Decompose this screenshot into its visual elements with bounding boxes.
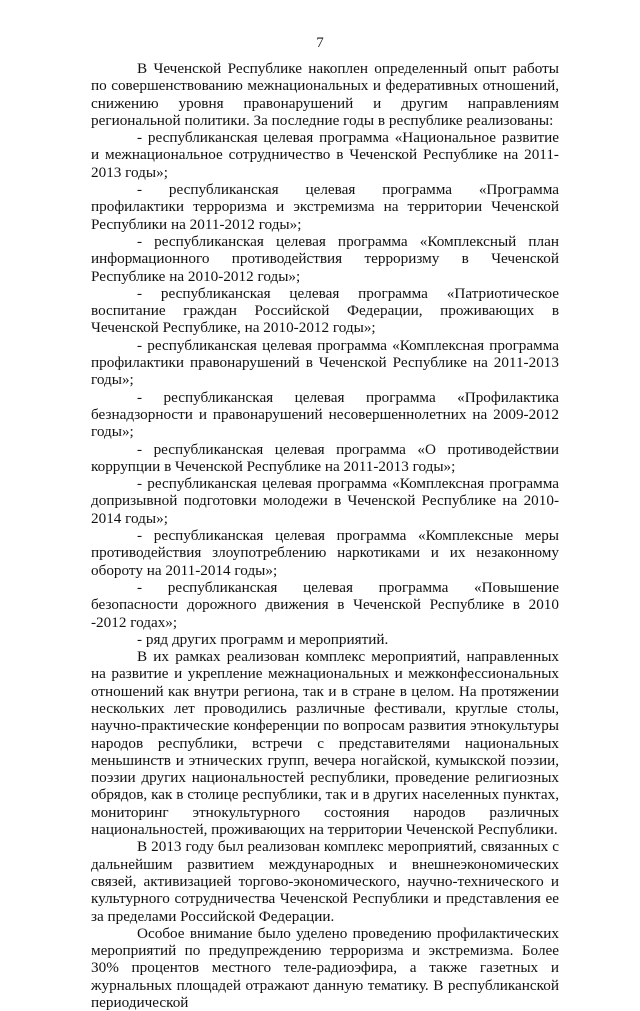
program-list-item: - ряд других программ и мероприятий. — [137, 630, 389, 648]
program-list-item: - республиканская целевая программа «Комплексные меры противодействия злоупотреблению наркотиками и их незаконному обороту на 2011-2014 годы»; — [91, 527, 559, 579]
program-list-item: - республиканская целевая программа «Комплексный план информационного противодействия терроризму в Чеченской Республике на 2010-2012 годы»; — [91, 232, 559, 285]
activities-paragraph: В их рамках реализован комплекс мероприятий, направленных на развитие и укрепление межнациональных и межконфессиональных отношений как внутри региона, так и в стране в целом. На протяжении нескольких лет проводились различные фестивали, круглые столы, научно-практические конференции по вопросам развития этнокультуры народов республики, встречи с представителями национальных меньшинств и этнических групп, вечера ногайской, кумыкской поэзии, поэзии других национальностей республики, проведение религиозных обрядов, как в столице республики, так и в других населенных пунктах, мониторинг этнокультурного состояния народов различных национальностей, проживающих на территории Чеченской Республики. — [91, 648, 559, 839]
program-list-item: - республиканская целевая программа «Комплексная программа допризывной подготовки молодежи в Чеченской Республике на 2010-2014 годы»; — [91, 475, 559, 527]
program-list-item: - республиканская целевая программа «Профилактика безнадзорности и правонарушений несовершеннолетних на 2009-2012 годы»; — [91, 388, 559, 441]
program-list-item: - республиканская целевая программа «Программа профилактики терроризма и экстремизма на территории Чеченской Республики на 2011-2012 годы»; — [91, 181, 559, 233]
program-list-item: - республиканская целевая программа «Комплексная программа профилактики правонарушений в Чеченской Республике на 2011-2013 годы»; — [91, 336, 559, 389]
program-list-item: - республиканская целевая программа «Патриотическое воспитание граждан Российской Федерации, проживающих в Чеченской Республике, на 2010-2012 годы»; — [91, 284, 559, 337]
international-relations-paragraph: В 2013 году был реализован комплекс мероприятий, связанных с дальнейшим развитием международных и внешнеэкономических связей, активизацией торгово-экономического, научно-технического и культурного сотрудничества Чеченской Республики и представления ее за пределами Российской Федерации. — [91, 838, 559, 925]
intro-paragraph: В Чеченской Республике накоплен определенный опыт работы по совершенствованию межнациональных и федеративных отношений, снижению уровня правонарушений и другим направлениям региональной политики. За последние годы в республике реализованы: — [91, 60, 559, 129]
program-list-item: - республиканская целевая программа «О противодействии коррупции в Чеченской Республике на 2011-2013 годы»; — [91, 440, 559, 475]
document-body — [91, 60, 559, 1011]
prevention-paragraph: Особое внимание было уделено проведению профилактических мероприятий по предупреждению терроризма и экстремизма. Более 30% процентов местного теле-радиоэфира, а также газетных и журнальных площадей отражают данную тематику. В республиканской периодической — [91, 924, 559, 1011]
program-list-item: - республиканская целевая программа «Национальное развитие и межнациональное сотрудничество в Чеченской Республике на 2011-2013 годы»; — [91, 129, 559, 181]
page-number: 7 — [316, 35, 324, 51]
program-list-item: - республиканская целевая программа «Повышение безопасности дорожного движения в Чеченской Республике в 2010 -2012 годах»; — [91, 578, 559, 631]
